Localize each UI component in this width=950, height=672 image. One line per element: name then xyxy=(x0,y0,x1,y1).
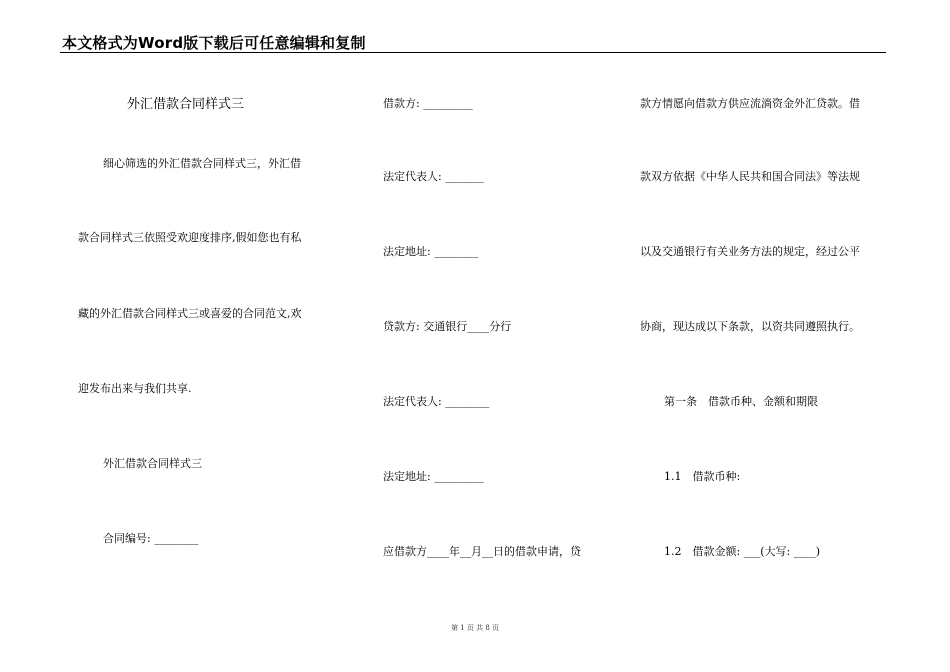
text-line: 款方情愿向借款方供应流淌资金外汇贷款。借 xyxy=(640,97,860,110)
clause-line: 1.1 借款币种: xyxy=(664,470,741,483)
text-line: 协商，现达成以下条款，以资共同遵照执行。 xyxy=(640,320,860,333)
clause-line: 1.2 借款金额: ___(大写: ____) xyxy=(664,545,820,558)
legal-address-line: 法定地址: ________ xyxy=(383,245,479,258)
header-divider xyxy=(60,52,886,53)
text-line: 藏的外汇借款合同样式三或喜爱的合同范文,欢 xyxy=(78,307,302,320)
page-number: 第 1 页 共 8 页 xyxy=(450,624,500,632)
document-heading: 外汇借款合同样式三 xyxy=(127,97,245,112)
contract-number-line: 合同编号: ________ xyxy=(103,532,199,545)
legal-address-line: 法定地址: _________ xyxy=(383,470,484,483)
borrower-line: 借款方: _________ xyxy=(383,97,473,110)
text-line: 款双方依据《中华人民共和国合同法》等法规 xyxy=(640,170,860,183)
legal-rep-line: 法定代表人: _______ xyxy=(383,170,484,183)
text-line: 应借款方____年__月__日的借款申请，贷 xyxy=(383,545,581,558)
text-line: 以及交通银行有关业务方法的规定，经过公平 xyxy=(640,245,860,258)
text-line: 款合同样式三依照受欢迎度排序,假如您也有私 xyxy=(78,231,302,244)
document-header-title: 本文格式为Word版下载后可任意编辑和复制 xyxy=(62,34,366,52)
section-heading: 第一条 借款币种、金额和期限 xyxy=(664,395,818,408)
lender-line: 贷款方: 交通银行____分行 xyxy=(383,320,512,333)
text-line: 迎发布出来与我们共享. xyxy=(78,382,192,395)
text-line: 细心筛选的外汇借款合同样式三，外汇借 xyxy=(103,157,301,170)
text-line: 外汇借款合同样式三 xyxy=(103,457,202,470)
legal-rep-line: 法定代表人: ________ xyxy=(383,395,490,408)
